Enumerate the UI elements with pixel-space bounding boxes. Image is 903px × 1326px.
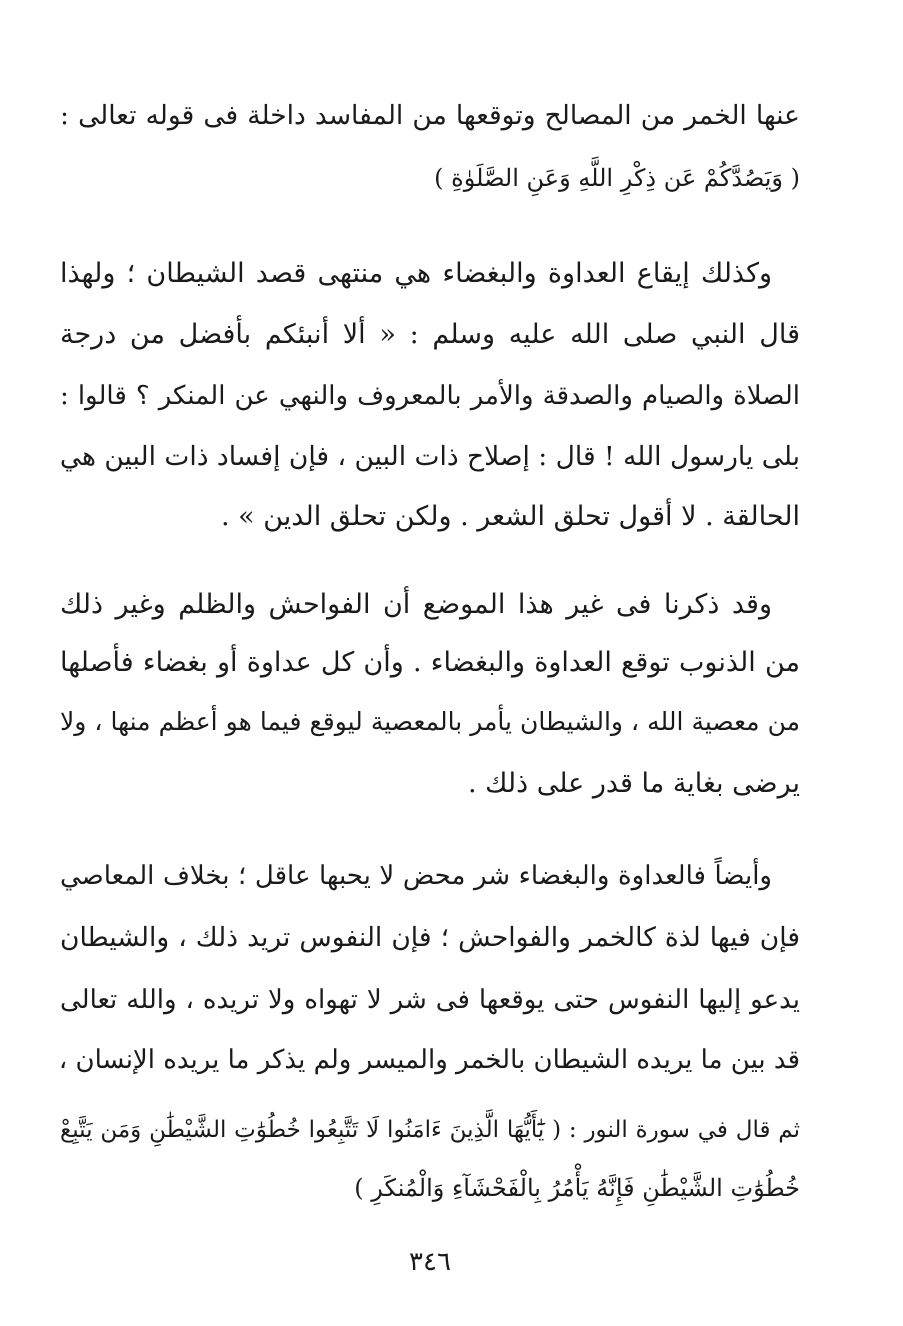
- quran-verse-line: ( وَيَصُدَّكُمْ عَن ذِكْرِ اللَّهِ وَعَنِ الصَّلَوٰةِ ): [434, 164, 800, 192]
- text-line: وأيضاً فالعداوة والبغضاء شر محض لا يحبها عاقل ؛ بخلاف المعاصي: [60, 861, 772, 891]
- text-line: فإن فيها لذة كالخمر والفواحش ؛ فإن النفوس تريد ذلك ، والشيطان: [60, 922, 800, 953]
- text-line: يرضى بغاية ما قدر على ذلك .: [467, 768, 800, 799]
- quran-verse-line: خُطُوَٰتِ الشَّيْطَٰنِ فَإِنَّهُ يَأْمُرُ بِالْفَحْشَآءِ وَالْمُنكَرِ ): [354, 1174, 800, 1202]
- page-number: ٣٤٦: [409, 1247, 451, 1277]
- text-line: من الذنوب توقع العداوة والبغضاء . وأن كل عداوة أو بغضاء فأصلها: [60, 647, 800, 678]
- quran-verse-line: ثم قال في سورة النور : ( يَٰٓأَيُّهَا الَّذِينَ ءَامَنُوا لَا تَتَّبِعُوا خُطُوَٰتِ الشَّيْطَٰنِ وَمَن يَتَّبِعْ: [60, 1117, 800, 1143]
- text-line: وقد ذكرنا فى غير هذا الموضع أن الفواحش والظلم وغير ذلك: [60, 589, 772, 620]
- text-line: الصلاة والصيام والصدقة والأمر بالمعروف والنهي عن المنكر ؟ قالوا :: [60, 381, 800, 411]
- text-line: الحالقة . لا أقول تحلق الشعر . ولكن تحلق الدين » .: [220, 501, 800, 532]
- text-line: قد بين ما يريده الشيطان بالخمر والميسر ولم يذكر ما يريده الإنسان ،: [58, 1045, 800, 1075]
- text-line: بلى يارسول الله ! قال : إصلاح ذات البين ، فإن إفساد ذات البين هي: [59, 441, 800, 472]
- text-line: قال النبي صلى الله عليه وسلم : « ألا أنبئكم بأفضل من درجة: [60, 319, 800, 350]
- text-line: من معصية الله ، والشيطان يأمر بالمعصية ليوقع فيما هو أعظم منها ، ولا: [60, 707, 800, 736]
- text-line: عنها الخمر من المصالح وتوقعها من المفاسد داخلة فى قوله تعالى :: [60, 100, 800, 131]
- text-line: وكذلك إيقاع العداوة والبغضاء هي منتهى قصد الشيطان ؛ ولهذا: [60, 258, 772, 289]
- document-page: [60, 0, 800, 1326]
- text-line: يدعو إليها النفوس حتى يوقعها فى شر لا تهواه ولا تريده ، والله تعالى: [60, 985, 800, 1015]
